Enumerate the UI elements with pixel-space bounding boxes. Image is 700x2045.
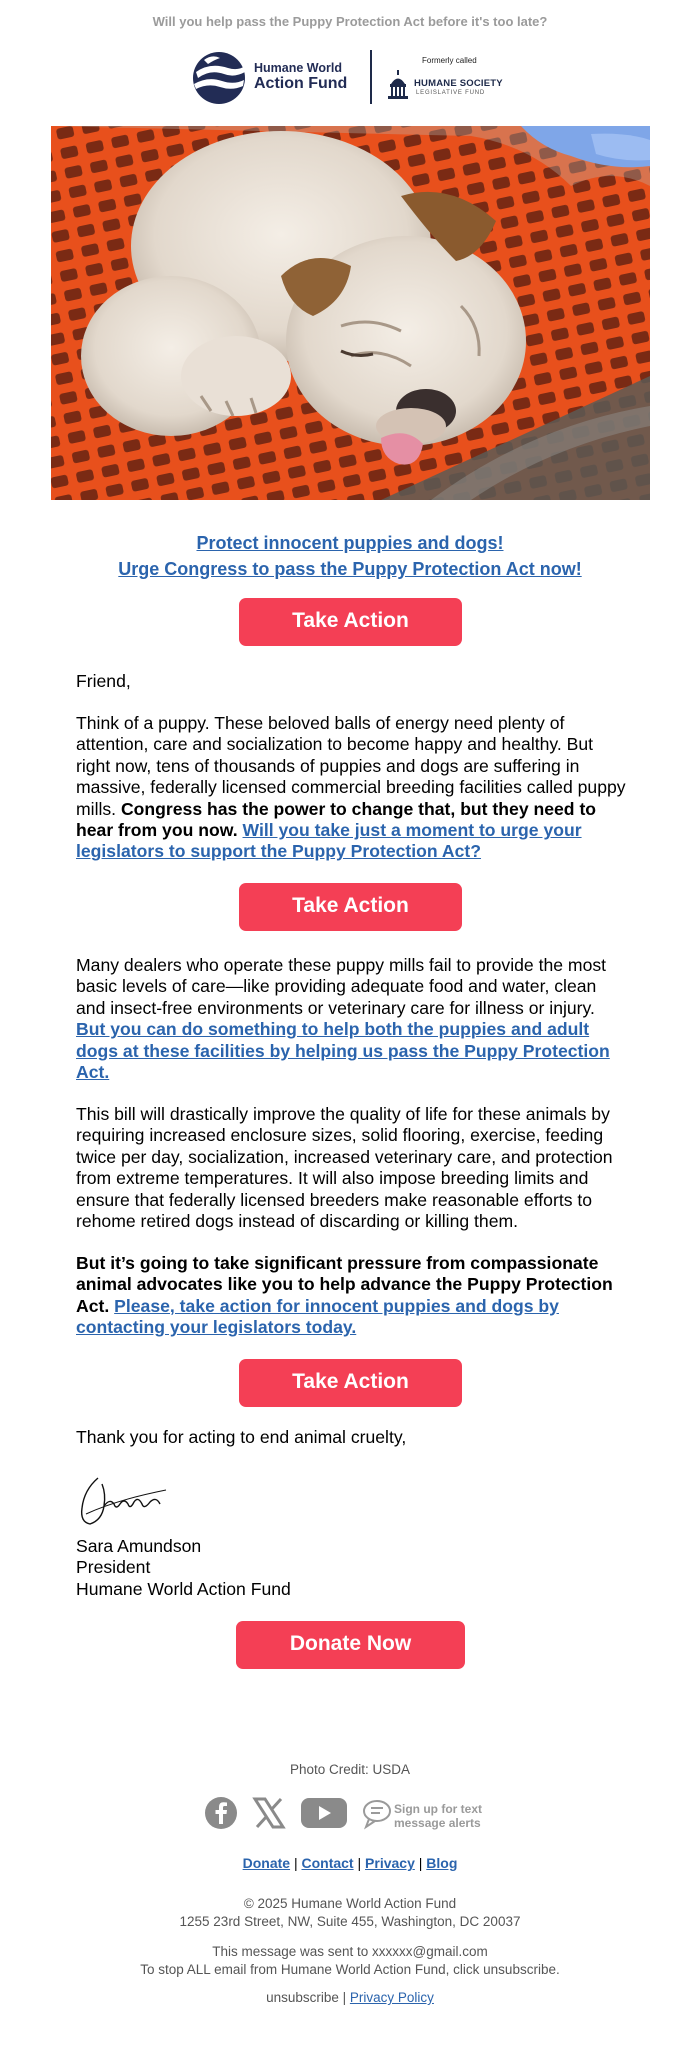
footer-link-donate[interactable]: Donate (242, 1855, 291, 1871)
handwritten-signature (76, 1470, 171, 1530)
closing-line: Thank you for acting to end animal cruelty, (76, 1427, 407, 1447)
sms-line-1: Sign up for text (394, 1802, 482, 1816)
signer-title: President (76, 1557, 151, 1578)
unsubscribe-link[interactable]: unsubscribe (266, 1990, 339, 2005)
logo-divider (370, 50, 372, 104)
paragraph-1 (76, 713, 626, 863)
facebook-icon[interactable] (204, 1796, 238, 1830)
headline-link-urge-congress[interactable]: Urge Congress to pass the Puppy Protection Act now! (118, 559, 582, 579)
hero-puppy-photo[interactable] (51, 126, 650, 500)
greeting: Friend, (76, 671, 131, 691)
sent-to-notice: This message was sent to xxxxxx@gmail.com (212, 1944, 488, 1959)
footer-link-privacy[interactable]: Privacy (365, 1855, 415, 1871)
footer-unsubscribe-row: unsubscribe | Privacy Policy (266, 1990, 434, 2005)
headline-link-protect-puppies[interactable]: Protect innocent puppies and dogs! (196, 533, 504, 553)
signer-name: Sara Amundson (76, 1536, 202, 1556)
paragraph-3: This bill will drastically improve the quality of life for these animals by requiring increased enclosure sizes, solid flooring, exercise, feeding twice per day, socialization, increased veterinary care, and protection from extreme temperatures. It will also impose breeding limits and ensure that federally licensed breeders make reasonable efforts to rehome retired dogs instead of discarding or killing them. (76, 1104, 613, 1232)
take-action-button-2[interactable]: Take Action (239, 883, 462, 931)
logo-wordmark (254, 60, 347, 92)
stop-all-notice: To stop ALL email from Humane World Action Fund, click unsubscribe. (140, 1962, 560, 1977)
x-twitter-icon[interactable] (252, 1796, 286, 1830)
humane-world-globe-logo-icon (190, 50, 248, 106)
paragraph-1-bold: Congress has the power to change that, but they need to hear from you now. (76, 798, 597, 841)
footer-nav: Donate | Contact | Privacy | Blog (242, 1855, 458, 1871)
footer-address-block (0, 1895, 700, 1931)
humane-society-name: HUMANE SOCIETY (414, 78, 503, 89)
formerly-called-label: Formerly called (422, 56, 477, 65)
social-links (204, 1796, 504, 1836)
legislative-fund-label: LEGISLATIVE FUND (416, 90, 486, 96)
footer-link-contact[interactable]: Contact (301, 1855, 354, 1871)
sms-chat-icon[interactable] (362, 1798, 392, 1830)
paragraph-4-link[interactable]: Please, take action for innocent puppies and dogs by contacting your legislators today. (76, 1295, 559, 1338)
signer-org: Humane World Action Fund (76, 1578, 291, 1599)
logo-lockup[interactable] (190, 48, 520, 108)
sms-signup-link[interactable] (394, 1802, 482, 1830)
logo-line-1: Humane World (254, 61, 342, 75)
preheader-text: Will you help pass the Puppy Protection Act before it's too late? (152, 14, 548, 29)
copyright: © 2025 Humane World Action Fund (243, 1896, 457, 1911)
paragraph-4-bold: But it’s going to take significant pressure from compassionate animal advocates like you to help advance the Puppy Protection Act. (76, 1253, 613, 1316)
bulldog-puppy-illustration (51, 126, 650, 500)
youtube-icon[interactable] (300, 1796, 348, 1830)
paragraph-4 (76, 1253, 626, 1339)
footer-message-block (0, 1943, 700, 1979)
privacy-policy-link[interactable]: Privacy Policy (349, 1990, 434, 2005)
paragraph-2-text: Many dealers who operate these puppy mills fail to provide the most basic levels of care—like providing adequate food and water, clean and insect-free environments or veterinary care for illness or injury. (76, 955, 607, 1018)
photo-credit: Photo Credit: USDA (289, 1762, 411, 1777)
paragraph-2-link[interactable]: But you can do something to help both the puppies and adult dogs at these facilities by helping us pass the Puppy Protection Act. (76, 1019, 610, 1083)
take-action-button-1[interactable]: Take Action (239, 598, 462, 646)
capitol-building-icon (386, 70, 410, 100)
sms-line-2: message alerts (394, 1816, 481, 1830)
mailing-address: 1255 23rd Street, NW, Suite 455, Washington, DC 20037 (179, 1914, 521, 1929)
signer-block (76, 1536, 626, 1600)
paragraph-1-link[interactable]: Will you take just a moment to urge your legislators to support the Puppy Protection Act? (76, 820, 582, 862)
paragraph-1-text: Think of a puppy. These beloved balls of energy need plenty of attention, care and socialization to become happy and healthy. But right now, tens of thousands of puppies and dogs are suffering in massive, federally licensed commercial breeding facilities called puppy mills. (76, 713, 626, 819)
footer-link-blog[interactable]: Blog (426, 1855, 458, 1871)
logo-line-2: Action Fund (254, 75, 348, 92)
donate-now-button[interactable]: Donate Now (236, 1621, 465, 1669)
paragraph-2 (76, 955, 626, 1083)
take-action-button-3[interactable]: Take Action (239, 1359, 462, 1407)
headline-block (0, 530, 700, 582)
